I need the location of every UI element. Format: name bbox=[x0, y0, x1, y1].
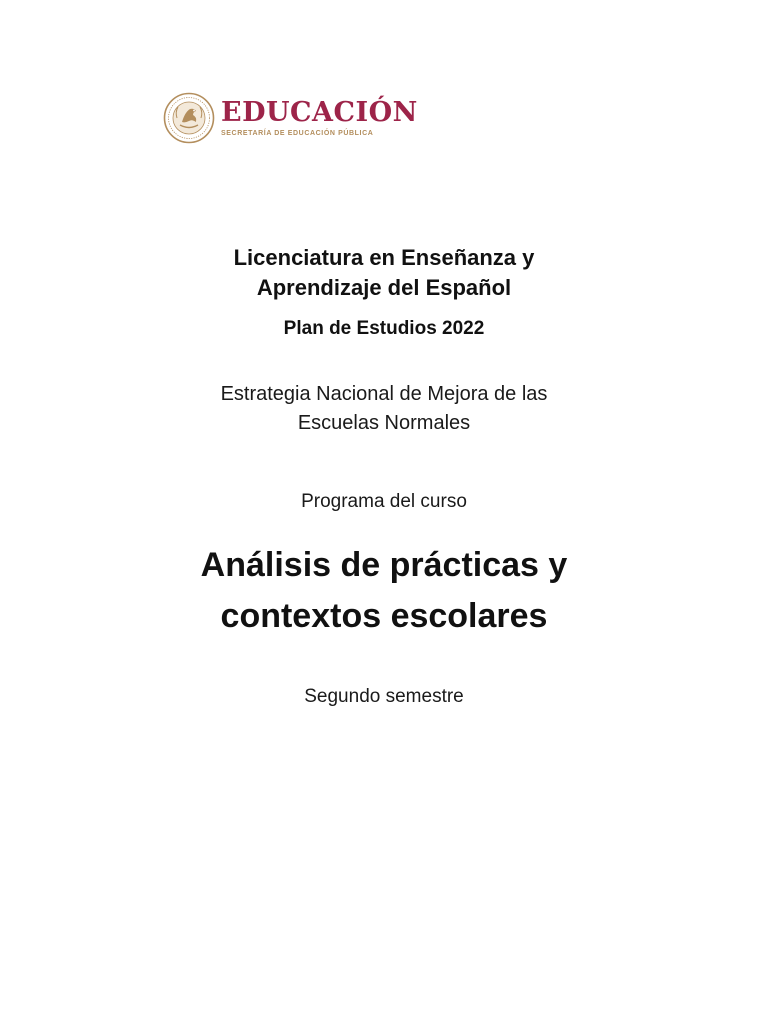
degree-title-line: Licenciatura en Enseñanza y bbox=[233, 245, 535, 270]
logo-text bbox=[221, 98, 418, 139]
semester-label: Segundo semestre bbox=[304, 686, 464, 707]
course-title-line: Análisis de prácticas y bbox=[200, 546, 568, 584]
strategy-line: Estrategia Nacional de Mejora de las bbox=[220, 383, 548, 405]
coat-of-arms-seal-icon bbox=[163, 92, 215, 144]
study-plan: Plan de Estudios 2022 bbox=[283, 318, 485, 339]
course-title bbox=[0, 540, 768, 642]
program-label: Programa del curso bbox=[301, 491, 467, 512]
degree-title-line: Aprendizaje del Español bbox=[256, 275, 512, 300]
strategy-text bbox=[0, 380, 768, 438]
logo-title: EDUCACIÓN bbox=[221, 96, 418, 128]
sep-logo bbox=[163, 92, 418, 144]
course-title-line: contextos escolares bbox=[220, 597, 548, 635]
logo-subtitle: SECRETARÍA DE EDUCACIÓN PÚBLICA bbox=[221, 129, 374, 137]
degree-title bbox=[0, 243, 768, 303]
strategy-line: Escuelas Normales bbox=[297, 412, 471, 434]
